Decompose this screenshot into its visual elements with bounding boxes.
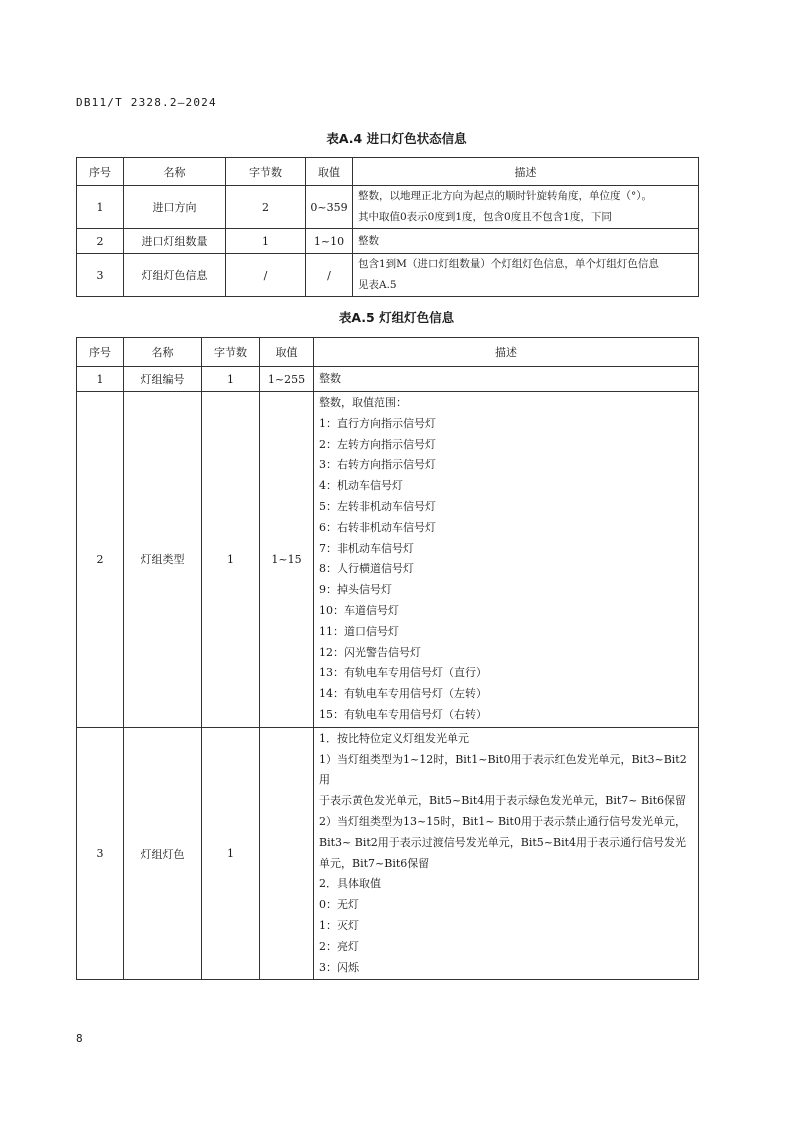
table-row [77,392,699,728]
cell-desc [353,186,699,229]
cell-value: / [306,254,353,297]
col-header-no: 序号 [77,158,124,186]
table-a4 [76,157,699,297]
desc-line: 8：人行横道信号灯 [319,562,414,576]
cell-no: 2 [77,229,124,254]
table-header-row [77,338,699,367]
col-header-value: 取值 [306,158,353,186]
desc-line: 1：直行方向指示信号灯 [319,416,436,430]
desc-line: 10：车道信号灯 [319,603,399,617]
desc-line: 1）当灯组类型为1~12时，Bit1~Bit0用于表示红色发光单元，Bit3~Bit2用 [319,752,687,787]
desc-line: 5：左转非机动车信号灯 [319,499,436,513]
col-header-bytes: 字节数 [226,158,306,186]
desc-line: 6：右转非机动车信号灯 [319,520,436,534]
desc-line: 2：亮灯 [319,939,359,953]
cell-bytes: 2 [226,186,306,229]
cell-desc [314,367,699,392]
desc-line: 3：闪烁 [319,960,359,974]
desc-line: 4：机动车信号灯 [319,479,403,493]
table-row [77,727,699,980]
desc-line: 单元，Bit7~Bit6保留 [319,856,430,870]
table-header-row [77,158,699,186]
cell-desc [314,392,699,728]
desc-line: Bit3~ Bit2用于表示过渡信号发光单元，Bit5~Bit4用于表示通行信号发光 [319,835,687,849]
table-row [77,254,699,297]
cell-bytes: 1 [202,392,260,728]
col-header-value: 取值 [260,338,314,367]
cell-name: 灯组编号 [124,367,202,392]
col-header-desc: 描述 [353,158,699,186]
table-a5-title: 表A.5 灯组灯色信息 [338,310,455,325]
desc-line: 11：道口信号灯 [319,624,399,638]
cell-desc [353,229,699,254]
table-a4-title: 表A.4 进口灯色状态信息 [326,131,467,146]
col-header-name: 名称 [124,338,202,367]
cell-no: 2 [77,392,124,728]
cell-value: 1~10 [306,229,353,254]
cell-no: 3 [77,727,124,980]
desc-line: 整数，以地理正北方向为起点的顺时针旋转角度，单位度（°）。 [358,190,652,202]
cell-value [260,727,314,980]
desc-line: 整数 [358,234,379,247]
table-row [77,367,699,392]
cell-no: 1 [77,367,124,392]
desc-line: 1：灭灯 [319,918,359,932]
desc-line: 15：有轨电车专用信号灯（右转） [319,707,487,721]
cell-no: 3 [77,254,124,297]
col-header-name: 名称 [124,158,226,186]
desc-line: 见表A.5 [358,279,397,291]
col-header-desc: 描述 [314,338,699,367]
cell-name: 灯组类型 [124,392,202,728]
cell-bytes: 1 [202,727,260,980]
cell-name: 进口灯组数量 [124,229,226,254]
desc-line: 9：掉头信号灯 [319,583,392,597]
table-a5 [76,337,699,980]
cell-name: 灯组灯色 [124,727,202,980]
cell-no: 1 [77,186,124,229]
table-row [77,229,699,254]
col-header-no: 序号 [77,338,124,367]
desc-line: 14：有轨电车专用信号灯（左转） [319,687,487,701]
cell-bytes: 1 [226,229,306,254]
cell-value: 1~15 [260,392,314,728]
cell-bytes: / [226,254,306,297]
desc-line: 3：右转方向指示信号灯 [319,458,436,472]
col-header-bytes: 字节数 [202,338,260,367]
desc-line: 整数，取值范围： [319,396,407,409]
page-number: 8 [76,1032,83,1045]
desc-line: 7：非机动车信号灯 [319,541,414,555]
cell-name: 灯组灯色信息 [124,254,226,297]
desc-line: 13：有轨电车专用信号灯（直行） [319,666,487,680]
desc-line: 0：无灯 [319,898,359,912]
desc-line: 1．按比特位定义灯组发光单元 [319,731,469,745]
desc-line: 12：闪光警告信号灯 [319,645,421,659]
cell-value: 0~359 [306,186,353,229]
desc-line: 2）当灯组类型为13~15时，Bit1~ Bit0用于表示禁止通行信号发光单元， [319,814,686,828]
table-row [77,186,699,229]
desc-line: 包含1到M（进口灯组数量）个灯组灯色信息，单个灯组灯色信息 [358,258,659,270]
desc-line: 2：左转方向指示信号灯 [319,437,436,451]
cell-desc [314,727,699,980]
desc-line: 其中取值0表示0度到1度，包含0度且不包含1度，下同 [358,211,612,223]
cell-name: 进口方向 [124,186,226,229]
document-code: DB11/T 2328.2—2024 [76,96,217,109]
desc-line: 整数 [319,371,341,385]
cell-bytes: 1 [202,367,260,392]
cell-desc [353,254,699,297]
desc-line: 于表示黄色发光单元，Bit5~Bit4用于表示绿色发光单元，Bit7~ Bit6保留 [319,794,687,808]
cell-value: 1~255 [260,367,314,392]
desc-line: 2．具体取值 [319,877,381,891]
